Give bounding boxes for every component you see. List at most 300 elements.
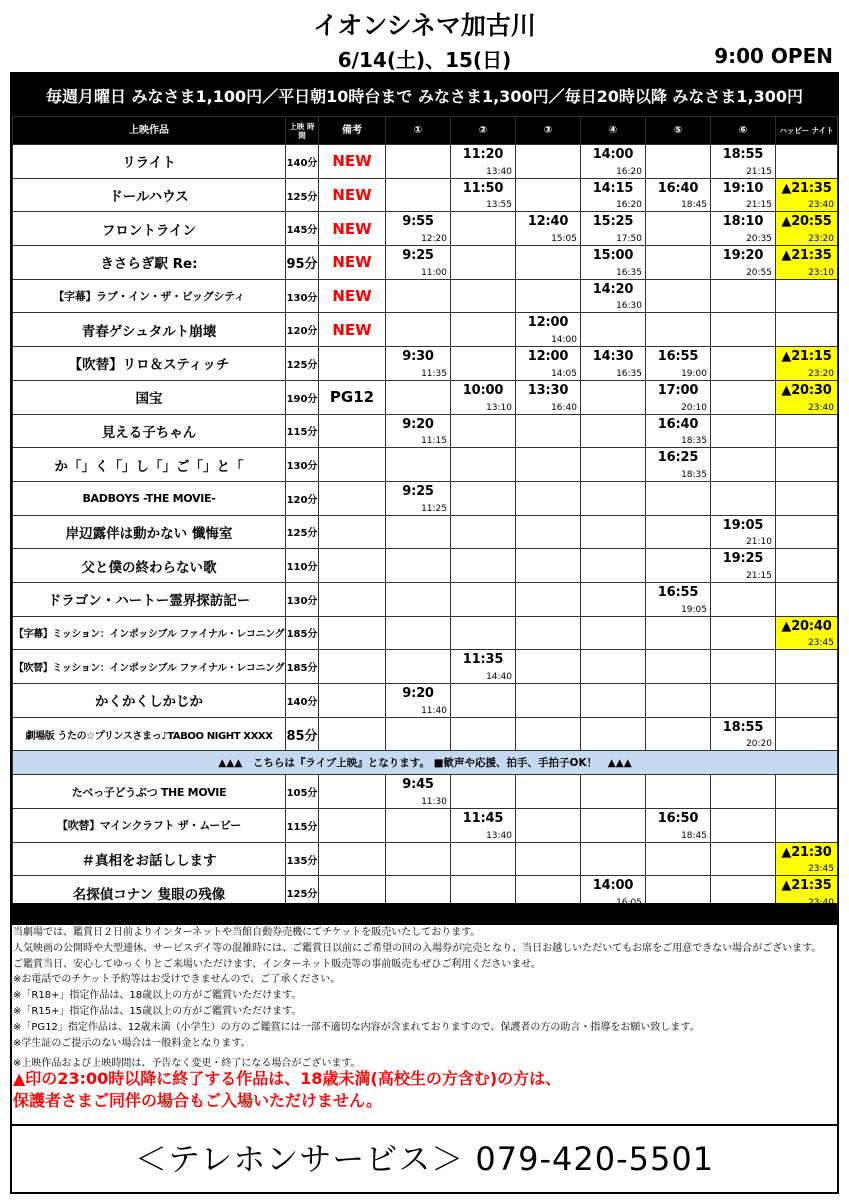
end-time: 14:40 xyxy=(486,672,512,682)
screen-4-cell xyxy=(581,650,646,684)
screen-3-cell xyxy=(516,448,581,482)
open-time: 9:00 OPEN xyxy=(714,44,833,68)
screen-6-cell xyxy=(711,414,776,448)
screen-3-cell xyxy=(516,684,581,718)
table-row xyxy=(13,842,838,876)
end-time: 13:40 xyxy=(486,830,512,841)
screen-1-cell xyxy=(386,246,451,280)
screen-6-cell xyxy=(711,775,776,809)
start-time: 9:20 xyxy=(402,686,434,701)
start-time: 16:55 xyxy=(657,584,699,600)
screen-1-cell xyxy=(386,347,451,381)
theater-name: イオンシネマ加古川 xyxy=(313,11,536,40)
end-time: 13:10 xyxy=(486,402,512,413)
start-time: ▲20:30 xyxy=(781,382,832,398)
note-badge xyxy=(319,414,386,448)
screen-3-cell xyxy=(516,717,581,751)
end-time: 11:25 xyxy=(421,503,447,514)
screen-1-cell xyxy=(386,145,451,179)
start-time: 11:35 xyxy=(462,652,504,668)
table-row xyxy=(13,684,838,718)
end-time: 18:45 xyxy=(681,200,707,211)
col-screen-3: ③ xyxy=(516,117,581,145)
screen-6-cell xyxy=(711,842,776,876)
screen-2-cell xyxy=(451,775,516,809)
movie-title: 劇場版 うたの☆プリンスさまっ♪TABOO NIGHT XXXX xyxy=(13,717,286,751)
end-time: 14:00 xyxy=(551,335,577,346)
table-row xyxy=(13,145,838,179)
screen-1-cell xyxy=(386,380,451,414)
movie-title: 国宝 xyxy=(13,380,286,414)
table-row xyxy=(13,809,838,843)
screen-5-cell xyxy=(646,515,711,549)
end-time: 16:20 xyxy=(616,166,642,177)
screen-1-cell xyxy=(386,481,451,515)
screen-5-cell xyxy=(646,347,711,381)
screen-3-cell xyxy=(516,279,581,313)
runtime: 135分 xyxy=(286,842,319,876)
divider-line xyxy=(12,1124,837,1126)
start-time: 19:20 xyxy=(722,248,764,264)
note-badge: NEW xyxy=(319,246,386,280)
screen-1-cell xyxy=(386,448,451,482)
note-line: ※お電話でのチケット予約等はお受けできませんので、ご了承ください。 xyxy=(13,974,341,986)
end-time: 18:35 xyxy=(681,469,707,480)
happy-night-cell xyxy=(776,809,838,843)
screen-1-cell xyxy=(386,616,451,650)
movie-title: リライト xyxy=(13,145,286,179)
screen-6-cell xyxy=(711,582,776,616)
end-time: 21:15 xyxy=(746,200,772,211)
start-time: 12:00 xyxy=(527,349,569,365)
start-time: 16:50 xyxy=(657,811,699,827)
screen-5-cell xyxy=(646,616,711,650)
note-line: ※「PG12」指定作品は、12歳未満（小学生）の方のご鑑賞には一部不適切な内容が含まれておりますので、保護者の方の助言・指導をお願い致します。 xyxy=(13,1021,700,1033)
screen-6-cell xyxy=(711,448,776,482)
screen-5-cell xyxy=(646,717,711,751)
start-time: 18:55 xyxy=(722,719,764,735)
screen-3-cell xyxy=(516,616,581,650)
start-time: 17:00 xyxy=(657,382,699,398)
happy-night-cell xyxy=(776,582,838,616)
start-time: 15:00 xyxy=(592,248,634,264)
movie-title: ドラゴン・ハートー霊界探訪記ー xyxy=(13,582,286,616)
col-screen-1: ① xyxy=(386,117,451,145)
screen-4-cell xyxy=(581,481,646,515)
screen-3-cell xyxy=(516,380,581,414)
col-happy-night: ハッピー ナイト xyxy=(776,117,838,145)
movie-title: か「」く「」し「」ご「」と「 xyxy=(13,448,286,482)
screen-4-cell xyxy=(581,313,646,347)
start-time: 14:00 xyxy=(592,147,634,162)
end-time: 17:50 xyxy=(616,234,642,245)
movie-title: かくかくしかじか xyxy=(13,684,286,718)
start-time: 16:40 xyxy=(657,416,699,432)
end-time: 13:40 xyxy=(486,166,512,177)
screen-4-cell xyxy=(581,246,646,280)
screen-2-cell xyxy=(451,347,516,381)
screen-4-cell xyxy=(581,775,646,809)
screen-2-cell xyxy=(451,145,516,179)
screen-5-cell xyxy=(646,809,711,843)
screen-2-cell xyxy=(451,279,516,313)
note-badge xyxy=(319,616,386,650)
end-time: 21:15 xyxy=(746,570,772,581)
screen-4-cell xyxy=(581,212,646,246)
screen-2-cell xyxy=(451,582,516,616)
screen-6-cell xyxy=(711,549,776,583)
end-time: 14:05 xyxy=(551,368,577,379)
screen-6-cell xyxy=(711,684,776,718)
start-time: 14:15 xyxy=(592,180,634,196)
start-time: 18:55 xyxy=(722,147,764,162)
screen-5-cell xyxy=(646,842,711,876)
schedule-date: 6/14(土)、15(日) xyxy=(337,48,512,72)
screen-3-cell xyxy=(516,582,581,616)
happy-night-cell xyxy=(776,145,838,179)
screen-2-cell xyxy=(451,414,516,448)
col-screen-6: ⑥ xyxy=(711,117,776,145)
end-time: 20:35 xyxy=(746,234,772,245)
screen-1-cell xyxy=(386,178,451,212)
screen-4-cell xyxy=(581,448,646,482)
start-time: 15:25 xyxy=(592,214,634,230)
runtime: 125分 xyxy=(286,876,319,910)
screen-4-cell xyxy=(581,178,646,212)
runtime: 185分 xyxy=(286,650,319,684)
end-time: 11:35 xyxy=(421,368,447,379)
screen-1-cell xyxy=(386,279,451,313)
runtime: 125分 xyxy=(286,178,319,212)
note-badge xyxy=(319,809,386,843)
screen-5-cell xyxy=(646,380,711,414)
note-line: ※上映作品および上映時間は、予告なく変更・終了になる場合がございます。 xyxy=(13,1058,361,1070)
screen-4-cell xyxy=(581,279,646,313)
screen-2-cell xyxy=(451,616,516,650)
table-row xyxy=(13,279,838,313)
screen-3-cell xyxy=(516,549,581,583)
screen-3-cell xyxy=(516,347,581,381)
note-badge xyxy=(319,582,386,616)
note-badge xyxy=(319,448,386,482)
screen-3-cell xyxy=(516,515,581,549)
table-row xyxy=(13,616,838,650)
divider-bar xyxy=(12,903,837,925)
happy-night-cell xyxy=(776,616,838,650)
note-line: ※「R15+」指定作品は、15歳以上の方がご鑑賞いただけます。 xyxy=(13,1005,302,1017)
screen-3-cell xyxy=(516,145,581,179)
note-badge xyxy=(319,650,386,684)
table-row xyxy=(13,178,838,212)
end-time: 16:20 xyxy=(616,200,642,211)
start-time: 9:20 xyxy=(402,416,434,432)
happy-night-cell xyxy=(776,481,838,515)
runtime: 130分 xyxy=(286,582,319,616)
runtime: 105分 xyxy=(286,775,319,809)
end-time: 20:20 xyxy=(746,739,772,750)
screen-3-cell xyxy=(516,313,581,347)
movie-title: 【吹替】ミッション：インポッシブル ファイナル・レコニング xyxy=(13,650,286,684)
table-row xyxy=(13,246,838,280)
screen-3-cell xyxy=(516,414,581,448)
end-time: 23:20 xyxy=(808,368,834,379)
end-time: 16:35 xyxy=(616,267,642,278)
start-time: 19:25 xyxy=(722,551,764,567)
col-screen-5: ⑤ xyxy=(646,117,711,145)
schedule-body xyxy=(13,145,838,751)
start-time: 12:00 xyxy=(527,315,569,331)
end-time: 23:45 xyxy=(808,864,834,875)
screen-1-cell xyxy=(386,775,451,809)
screen-4-cell xyxy=(581,515,646,549)
screen-3-cell xyxy=(516,809,581,843)
happy-night-cell xyxy=(776,650,838,684)
runtime: 85分 xyxy=(286,717,319,751)
start-time: 14:30 xyxy=(592,349,634,365)
screen-5-cell xyxy=(646,775,711,809)
end-time: 15:05 xyxy=(551,234,577,245)
runtime: 185分 xyxy=(286,616,319,650)
runtime: 130分 xyxy=(286,448,319,482)
end-time: 23:20 xyxy=(808,234,834,245)
happy-night-cell xyxy=(776,246,838,280)
screen-2-cell xyxy=(451,549,516,583)
note-badge xyxy=(319,717,386,751)
table-row xyxy=(13,650,838,684)
screen-4-cell xyxy=(581,809,646,843)
screen-3-cell xyxy=(516,842,581,876)
movie-title: 【字幕】ラブ・イン・ザ・ビッグシティ xyxy=(13,279,286,313)
happy-night-cell xyxy=(776,347,838,381)
movie-title: 青春ゲシュタルト崩壊 xyxy=(13,313,286,347)
note-badge xyxy=(319,684,386,718)
runtime: 95分 xyxy=(286,246,319,280)
movie-title: きさらぎ駅 Re: xyxy=(13,246,286,280)
start-time: 11:45 xyxy=(462,811,504,827)
runtime: 110分 xyxy=(286,549,319,583)
start-time: 16:40 xyxy=(657,180,699,196)
start-time: 11:20 xyxy=(462,147,504,162)
screen-1-cell xyxy=(386,842,451,876)
happy-night-cell xyxy=(776,178,838,212)
screen-5-cell xyxy=(646,313,711,347)
screen-4-cell xyxy=(581,347,646,381)
col-screen-4: ④ xyxy=(581,117,646,145)
end-time: 20:55 xyxy=(746,267,772,278)
end-time: 11:00 xyxy=(421,267,447,278)
note-badge: NEW xyxy=(319,279,386,313)
start-time: 11:50 xyxy=(462,180,504,196)
runtime: 130分 xyxy=(286,279,319,313)
movie-title: 見える子ちゃん xyxy=(13,414,286,448)
warning-line: ▲印の23:00時以降に終了する作品は、18歳未満(高校生の方含む)の方は、 xyxy=(13,1069,562,1088)
note-badge xyxy=(319,842,386,876)
screen-2-cell xyxy=(451,842,516,876)
movie-title: BADBOYS -THE MOVIE- xyxy=(13,481,286,515)
screen-5-cell xyxy=(646,212,711,246)
table-row xyxy=(13,717,838,751)
age-warning xyxy=(13,1068,561,1112)
runtime: 115分 xyxy=(286,809,319,843)
runtime: 120分 xyxy=(286,481,319,515)
happy-night-cell xyxy=(776,279,838,313)
note-badge xyxy=(319,515,386,549)
happy-night-cell xyxy=(776,515,838,549)
movie-title: 名探偵コナン 隻眼の残像 xyxy=(13,876,286,910)
note-badge xyxy=(319,775,386,809)
end-time: 23:10 xyxy=(808,267,834,278)
screen-6-cell xyxy=(711,212,776,246)
movie-title: 父と僕の終わらない歌 xyxy=(13,549,286,583)
screen-3-cell xyxy=(516,481,581,515)
happy-night-cell xyxy=(776,549,838,583)
movie-title: たべっ子どうぶつ THE MOVIE xyxy=(13,775,286,809)
start-time: 9:30 xyxy=(402,349,434,365)
table-row xyxy=(13,212,838,246)
end-time: 18:35 xyxy=(681,436,707,447)
screen-2-cell xyxy=(451,650,516,684)
notes-section xyxy=(13,925,833,1072)
table-row xyxy=(13,414,838,448)
table-row xyxy=(13,313,838,347)
screen-4-cell xyxy=(581,145,646,179)
end-time: 16:35 xyxy=(616,368,642,379)
runtime: 115分 xyxy=(286,414,319,448)
screen-5-cell xyxy=(646,414,711,448)
screen-6-cell xyxy=(711,380,776,414)
screen-5-cell xyxy=(646,246,711,280)
screen-5-cell xyxy=(646,684,711,718)
schedule-body-2 xyxy=(13,775,838,910)
note-badge: NEW xyxy=(319,145,386,179)
screen-1-cell xyxy=(386,414,451,448)
movie-title: 【吹替】マインクラフト ザ・ムービー xyxy=(13,809,286,843)
movie-title: ＃真相をお話しします xyxy=(13,842,286,876)
screen-2-cell xyxy=(451,448,516,482)
screen-6-cell xyxy=(711,246,776,280)
runtime: 125分 xyxy=(286,347,319,381)
screen-5-cell xyxy=(646,582,711,616)
screen-3-cell xyxy=(516,775,581,809)
screen-4-cell xyxy=(581,380,646,414)
note-badge xyxy=(319,481,386,515)
screen-3-cell xyxy=(516,212,581,246)
screen-1-cell xyxy=(386,650,451,684)
end-time: 21:15 xyxy=(746,166,772,177)
telephone-service: ＜テレホンサービス＞ 079-420-5501 xyxy=(134,1140,715,1178)
screen-5-cell xyxy=(646,481,711,515)
note-line: ※学生証のご提示のない場合は一般料金となります。 xyxy=(13,1037,251,1049)
movie-title: ドールハウス xyxy=(13,178,286,212)
movie-title: 【吹替】リロ＆スティッチ xyxy=(13,347,286,381)
start-time: 10:00 xyxy=(462,382,504,398)
screen-4-cell xyxy=(581,582,646,616)
screen-6-cell xyxy=(711,809,776,843)
screen-4-cell xyxy=(581,414,646,448)
end-time: 23:40 xyxy=(808,402,834,413)
runtime: 140分 xyxy=(286,145,319,179)
start-time: 9:55 xyxy=(402,214,434,230)
col-title: 上映作品 xyxy=(13,117,286,145)
table-row xyxy=(13,582,838,616)
screen-2-cell xyxy=(451,481,516,515)
happy-night-cell xyxy=(776,313,838,347)
end-time: 20:10 xyxy=(681,402,707,413)
table-row xyxy=(13,549,838,583)
screen-1-cell xyxy=(386,549,451,583)
screen-6-cell xyxy=(711,178,776,212)
start-time: 9:25 xyxy=(402,483,434,499)
note-badge: NEW xyxy=(319,212,386,246)
start-time: ▲21:35 xyxy=(781,180,832,196)
screen-2-cell xyxy=(451,178,516,212)
happy-night-cell xyxy=(776,212,838,246)
start-time: 18:10 xyxy=(722,214,764,230)
screen-5-cell xyxy=(646,279,711,313)
happy-night-cell xyxy=(776,448,838,482)
screen-2-cell xyxy=(451,212,516,246)
screen-4-cell xyxy=(581,549,646,583)
live-notice-row xyxy=(13,751,838,775)
screen-5-cell xyxy=(646,178,711,212)
end-time: 11:40 xyxy=(421,705,447,716)
happy-night-cell xyxy=(776,380,838,414)
runtime: 125分 xyxy=(286,515,319,549)
end-time: 16:30 xyxy=(616,301,642,312)
end-time: 11:30 xyxy=(421,797,447,808)
col-screen-2: ② xyxy=(451,117,516,145)
start-time: 12:40 xyxy=(527,214,569,230)
table-row xyxy=(13,775,838,809)
start-time: ▲21:35 xyxy=(781,248,832,264)
end-time: 11:15 xyxy=(421,436,447,447)
start-time: 16:25 xyxy=(657,450,699,466)
table-row xyxy=(13,380,838,414)
note-line: 人気映画の公開時や大型連休、サービスデイ等の混雑時には、ご鑑賞日以前にご希望の回の入場券が完売となり、当日お越しいただいてもお席をご用意できない場合がございます。 xyxy=(13,942,822,954)
start-time: 9:25 xyxy=(402,248,434,264)
start-time: ▲21:30 xyxy=(781,844,832,860)
price-info-bar: 毎週月曜日 みなさま1,100円／平日朝10時台まで みなさま1,300円／毎日20時以降 みなさま1,300円 xyxy=(12,74,837,116)
screen-2-cell xyxy=(451,313,516,347)
start-time: 19:10 xyxy=(722,180,764,196)
movie-title: フロントライン xyxy=(13,212,286,246)
screen-3-cell xyxy=(516,246,581,280)
note-badge: NEW xyxy=(319,178,386,212)
end-time: 19:00 xyxy=(681,368,707,379)
screen-3-cell xyxy=(516,178,581,212)
runtime: 145分 xyxy=(286,212,319,246)
screen-2-cell xyxy=(451,717,516,751)
end-time: 12:20 xyxy=(421,234,447,245)
happy-night-cell xyxy=(776,684,838,718)
note-line: ※「R18+」指定作品は、18歳以上の方がご鑑賞いただけます。 xyxy=(13,990,302,1002)
start-time: ▲20:40 xyxy=(781,618,832,634)
screen-6-cell xyxy=(711,481,776,515)
end-time: 13:55 xyxy=(486,200,512,211)
screen-6-cell xyxy=(711,616,776,650)
start-time: ▲21:35 xyxy=(781,878,832,894)
screen-4-cell xyxy=(581,616,646,650)
end-time: 18:45 xyxy=(681,830,707,841)
table-header-row xyxy=(13,117,838,145)
screen-5-cell xyxy=(646,145,711,179)
end-time: 16:40 xyxy=(551,402,577,413)
note-line: ご鑑賞当日、安心してゆっくりとご来場いただけます、インターネット販売等の事前販売もぜひご利用くださいませ。 xyxy=(13,958,541,970)
screen-2-cell xyxy=(451,684,516,718)
screen-6-cell xyxy=(711,279,776,313)
end-time: 19:05 xyxy=(681,604,707,615)
screen-4-cell xyxy=(581,717,646,751)
